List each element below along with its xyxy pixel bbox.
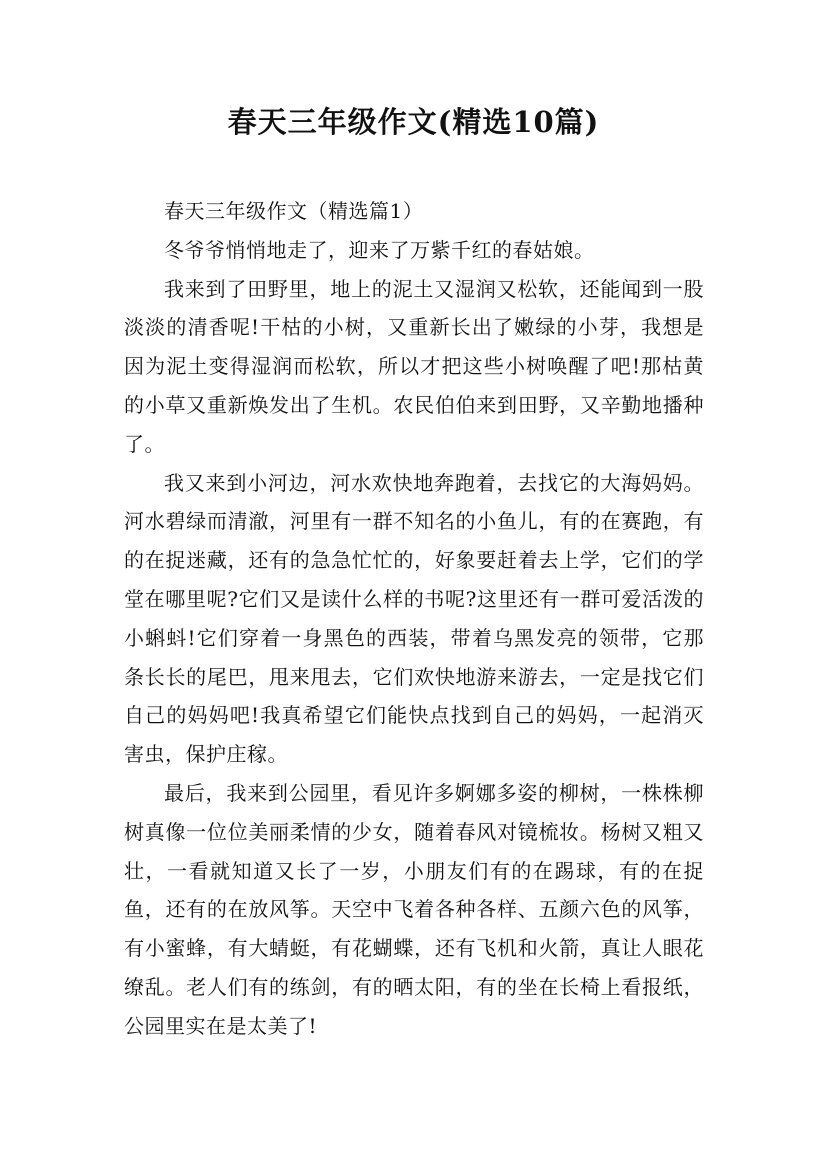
paragraph: 我又来到小河边，河水欢快地奔跑着，去找它的大海妈妈。河水碧绿而清澈，河里有一群不知名的小鱼儿，有的在赛跑，有的在捉迷藏，还有的急急忙忙的，好象要赶着去上学，它们的学堂在哪里呢?它们又是读什么样的书呢?这里还有一群可爱活泼的小蝌蚪!它们穿着一身黑色的西装，带着乌黑发亮的领带，它那条长长的尾巴，甩来甩去，它们欢快地游来游去，一定是找它们自己的妈妈吧!我真希望它们能快点找到自己的妈妈，一起消灭害虫，保护庄稼。	[124, 470, 704, 767]
document-title: 春天三年级作文(精选10篇)	[227, 105, 600, 139]
document-body	[124, 192, 704, 1046]
paragraph: 我来到了田野里，地上的泥土又湿润又松软，还能闻到一股淡淡的清香呢!干枯的小树，又重新长出了嫩绿的小芽，我想是因为泥土变得湿润而松软，所以才把这些小树唤醒了吧!那枯黄的小草又重新焕发出了生机。农民伯伯来到田野，又辛勤地播种了。	[124, 276, 704, 456]
paragraph: 最后，我来到公园里，看见许多婀娜多姿的柳树，一株株柳树真像一位位美丽柔情的少女，随着春风对镜梳妆。杨树又粗又壮，一看就知道又长了一岁，小朋友们有的在踢球，有的在捉鱼，还有的在放风筝。天空中飞着各种各样、五颜六色的风筝，有小蜜蜂，有大蜻蜓，有花蝴蝶，还有飞机和火箭，真让人眼花缭乱。老人们有的练剑，有的晒太阳，有的坐在长椅上看报纸，公园里实在是太美了!	[124, 780, 704, 1038]
paragraph: 冬爷爷悄悄地走了，迎来了万紫千红的春姑娘。	[164, 237, 595, 262]
section-heading: 春天三年级作文（精选篇1）	[164, 199, 424, 223]
